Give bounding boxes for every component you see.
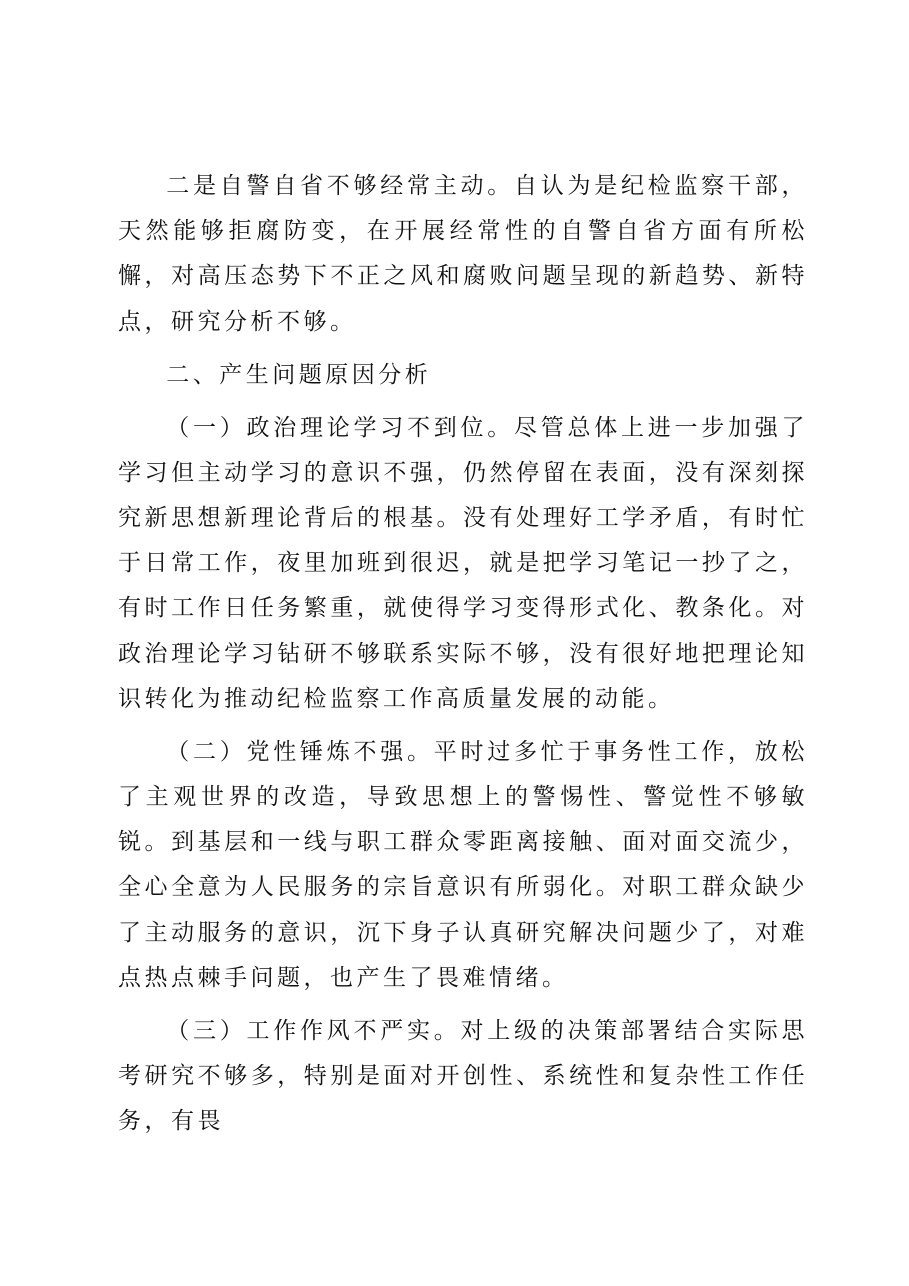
paragraph-self-reflection: 二是自警自省不够经常主动。自认为是纪检监察干部，天然能够拒腐防变，在开展经常性的自警自省方面有所松懈，对高压态势下不正之风和腐败问题呈现的新趋势、新特点，研究分析不够。 — [118, 173, 808, 335]
document-body — [118, 164, 808, 1152]
paragraph-party-spirit: （二）党性锤炼不强。平时过多忙于事务性工作，放松了主观世界的改造，导致思想上的警惕性、警觉性不够敏锐。到基层和一线与职工群众零距离接触、面对面交流少，全心全意为人民服务的宗旨意识有所弱化。对职工群众缺少了主动服务的意识，沉下身子认真研究解决问题少了，对难点热点棘手问题，也产生了畏难情绪。 — [118, 738, 808, 991]
paragraph-work-style: （三）工作作风不严实。对上级的决策部署结合实际思考研究不够多，特别是面对开创性、系统性和复杂性工作任务，有畏 — [118, 1017, 808, 1135]
section-heading-cause-analysis: 二、产生问题原因分析 — [166, 361, 432, 388]
paragraph-theory-study: （一）政治理论学习不到位。尽管总体上进一步加强了学习但主动学习的意识不强，仍然停留在表面，没有深刻探究新思想新理论背后的根基。没有处理好工学矛盾，有时忙于日常工作，夜里加班到很迟，就是把学习笔记一抄了之，有时工作日任务繁重，就使得学习变得形式化、教条化。对政治理论学习钻研不够联系实际不够，没有很好地把理论知识转化为推动纪检监察工作高质量发展的动能。 — [118, 414, 808, 712]
